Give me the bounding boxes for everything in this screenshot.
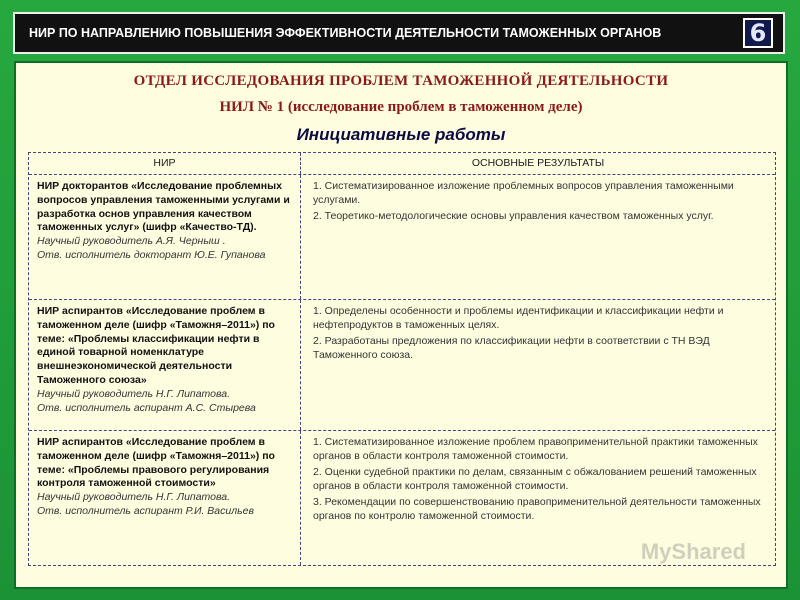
supervisor: Научный руководитель Н.Г. Липатова.: [37, 387, 231, 400]
section-heading: Инициативные работы: [296, 125, 506, 144]
lab-heading: НИЛ № 1 (исследование проблем в таможенном деле): [219, 99, 583, 115]
title-bar: [13, 12, 785, 54]
results-cell: [301, 300, 775, 430]
watermark-logo: MyShared: [640, 539, 746, 564]
nir-cell: [29, 431, 301, 565]
nir-cell: [29, 300, 301, 430]
column-header-results: ОСНОВНЫЕ РЕЗУЛЬТАТЫ: [471, 157, 605, 169]
result-item: 1. Систематизированное изложение проблем правоприменительной практики таможенных органов в области контроля таможенной стоимости.: [313, 436, 758, 462]
result-item: 2. Оценки судебной практики по делам, связанным с обжалованием решений таможенных органов в области контроля таможенной стоимости.: [313, 466, 757, 492]
department-heading: ОТДЕЛ ИССЛЕДОВАНИЯ ПРОБЛЕМ ТАМОЖЕННОЙ ДЕЯТЕЛЬНОСТИ: [133, 73, 669, 89]
content-panel: [14, 61, 788, 589]
slide-number-badge: 6: [743, 18, 773, 48]
supervisor: Научный руководитель Н.Г. Липатова.: [37, 491, 231, 504]
nir-title: НИР аспирантов «Исследование проблем в таможенном деле (шифр «Таможня–2011») по теме: «Проблемы правового регулирования контроля таможенной стоимости»: [37, 436, 275, 490]
executor: Отв. исполнитель аспирант Р.И. Васильев: [37, 504, 254, 517]
result-item: 2. Разработаны предложения по классификации нефти в соответствии с ТН ВЭД Таможенного союза.: [313, 335, 710, 361]
column-header-nir: НИР: [29, 153, 301, 174]
nir-title: НИР докторантов «Исследование проблемных вопросов управления таможенными услугами и разработка основ управления качеством таможенных услуг» (шифр «Качество-ТД).: [37, 180, 290, 234]
executor: Отв. исполнитель докторант Ю.Е. Гупанова: [37, 248, 266, 261]
slide-title: НИР ПО НАПРАВЛЕНИЮ ПОВЫШЕНИЯ ЭФФЕКТИВНОСТИ ДЕЯТЕЛЬНОСТИ ТАМОЖЕННЫХ ОРГАНОВ: [29, 26, 662, 40]
research-table: [28, 152, 776, 566]
executor: Отв. исполнитель аспирант А.С. Стырева: [37, 401, 256, 414]
results-cell: [301, 175, 775, 299]
table-row: [29, 300, 775, 431]
result-item: 1. Систематизированное изложение проблемных вопросов управления таможенными услугами.: [313, 180, 734, 206]
nir-title: НИР аспирантов «Исследование проблем в таможенном деле (шифр «Таможня–2011») по теме: «Проблемы классификации нефти в единой товарной номенклатуре внешнеэкономической деятельности Таможенного союза»: [37, 305, 275, 386]
result-item: 1. Определены особенности и проблемы идентификации и классификации нефти и нефтепродуктов в таможенных целях.: [313, 305, 724, 331]
table-row: [29, 175, 775, 300]
nir-cell: [29, 175, 301, 299]
table-header-row: [29, 153, 775, 175]
result-item: 3. Рекомендации по совершенствованию правоприменительной деятельности таможенных органов по контролю таможенной стоимости.: [313, 496, 761, 522]
result-item: 2. Теоретико-методологические основы управления качеством таможенных услуг.: [313, 210, 714, 222]
supervisor: Научный руководитель А.Я. Черныш .: [37, 235, 226, 248]
